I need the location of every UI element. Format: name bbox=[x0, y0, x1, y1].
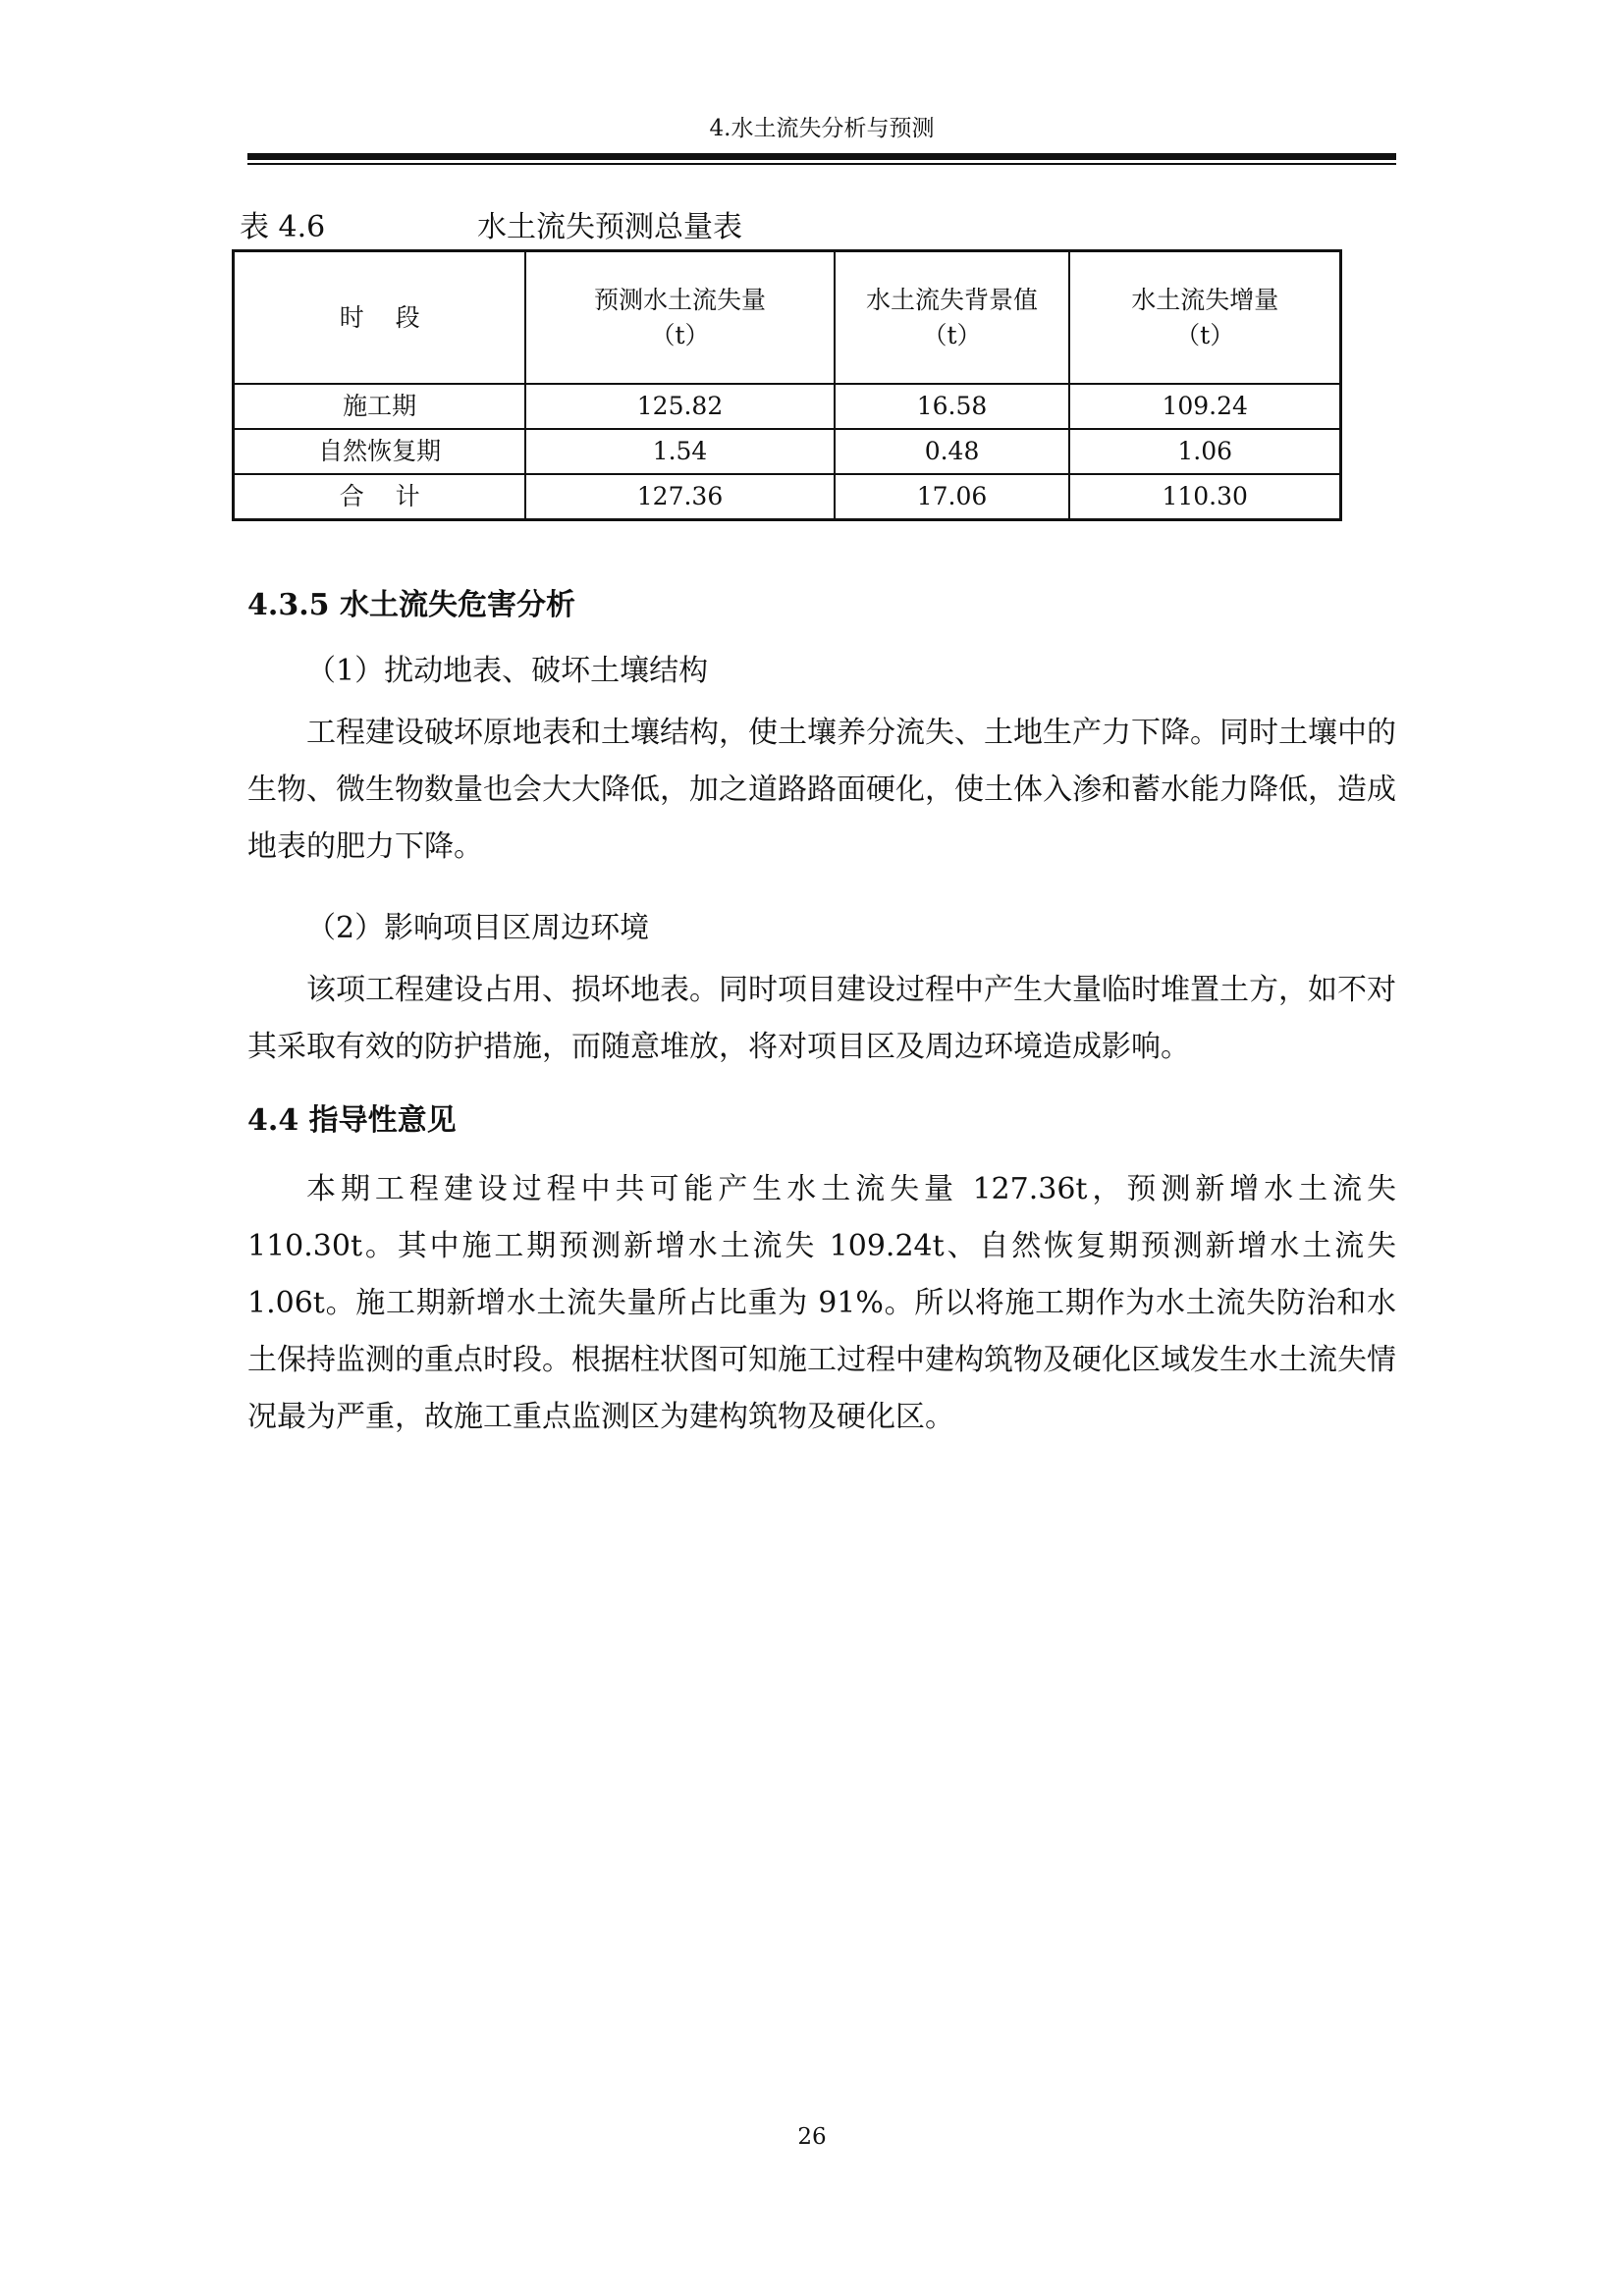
page-number: 26 bbox=[797, 2124, 827, 2150]
cell-background: 16.58 bbox=[835, 384, 1070, 429]
cell-increase: 109.24 bbox=[1069, 384, 1340, 429]
cell-increase: 1.06 bbox=[1069, 429, 1340, 474]
column-header-increase-label: 水土流失增量 bbox=[1131, 285, 1279, 314]
cell-period: 施工期 bbox=[234, 384, 526, 429]
list-item-1-title: （1）扰动地表、破坏土壤结构 bbox=[306, 654, 709, 688]
column-header-period-label: 时 段 bbox=[339, 302, 420, 332]
column-header-increase bbox=[1069, 251, 1340, 385]
column-header-predicted-unit: （t） bbox=[650, 320, 710, 349]
soil-erosion-table bbox=[232, 249, 1342, 521]
cell-predicted: 127.36 bbox=[525, 474, 834, 520]
paragraph-item1: 工程建设破坏原地表和土壤结构，使土壤养分流失、土地生产力下降。同时土壤中的生物、微生物数量也会大大降低，加之道路路面硬化，使土体入渗和蓄水能力降低，造成地表的肥力下降。 bbox=[247, 716, 1396, 864]
table-caption bbox=[240, 210, 742, 245]
cell-predicted: 125.82 bbox=[525, 384, 834, 429]
list-item-2-title: （2）影响项目区周边环境 bbox=[306, 911, 650, 945]
column-header-increase-unit: （t） bbox=[1175, 320, 1235, 349]
table-row-total bbox=[234, 474, 1341, 520]
table-caption-number: 表 4.6 bbox=[240, 210, 326, 244]
section-heading-4-3-5: 4.3.5 水土流失危害分析 bbox=[247, 588, 575, 622]
cell-background: 0.48 bbox=[835, 429, 1070, 474]
table-row bbox=[234, 384, 1341, 429]
table-header-row bbox=[234, 251, 1341, 385]
header-rule-thick bbox=[247, 153, 1396, 160]
section-heading-4-4: 4.4 指导性意见 bbox=[247, 1103, 457, 1138]
cell-period: 合 计 bbox=[234, 474, 526, 520]
column-header-predicted-label: 预测水土流失量 bbox=[594, 285, 767, 314]
cell-background: 17.06 bbox=[835, 474, 1070, 520]
column-header-background-unit: （t） bbox=[922, 320, 982, 349]
column-header-background-label: 水土流失背景值 bbox=[866, 285, 1039, 314]
cell-increase: 110.30 bbox=[1069, 474, 1340, 520]
table-row bbox=[234, 429, 1341, 474]
cell-period: 自然恢复期 bbox=[234, 429, 526, 474]
paragraph-guidance: 本期工程建设过程中共可能产生水土流失量 127.36t，预测新增水土流失 110.30t。其中施工期预测新增水土流失 109.24t、自然恢复期预测新增水土流失 1.06t。施工期新增水土流失量所占比重为 91%。所以将施工期作为水土流失防治和水土保持监测的重点时段。根据柱状图可知施工过程中建构筑物及硬化区域发生水土流失情况最为严重，故施工重点监测区为建构筑物及硬化区。 bbox=[247, 1172, 1396, 1434]
header-rule-thin bbox=[247, 163, 1396, 165]
column-header-period bbox=[234, 251, 526, 385]
running-header: 4.水土流失分析与预测 bbox=[709, 116, 935, 141]
cell-predicted: 1.54 bbox=[525, 429, 834, 474]
column-header-background bbox=[835, 251, 1070, 385]
column-header-predicted bbox=[525, 251, 834, 385]
table-caption-title: 水土流失预测总量表 bbox=[477, 210, 742, 244]
paragraph-item2: 该项工程建设占用、损坏地表。同时项目建设过程中产生大量临时堆置土方，如不对其采取有效的防护措施，而随意堆放，将对项目区及周边环境造成影响。 bbox=[247, 973, 1396, 1064]
